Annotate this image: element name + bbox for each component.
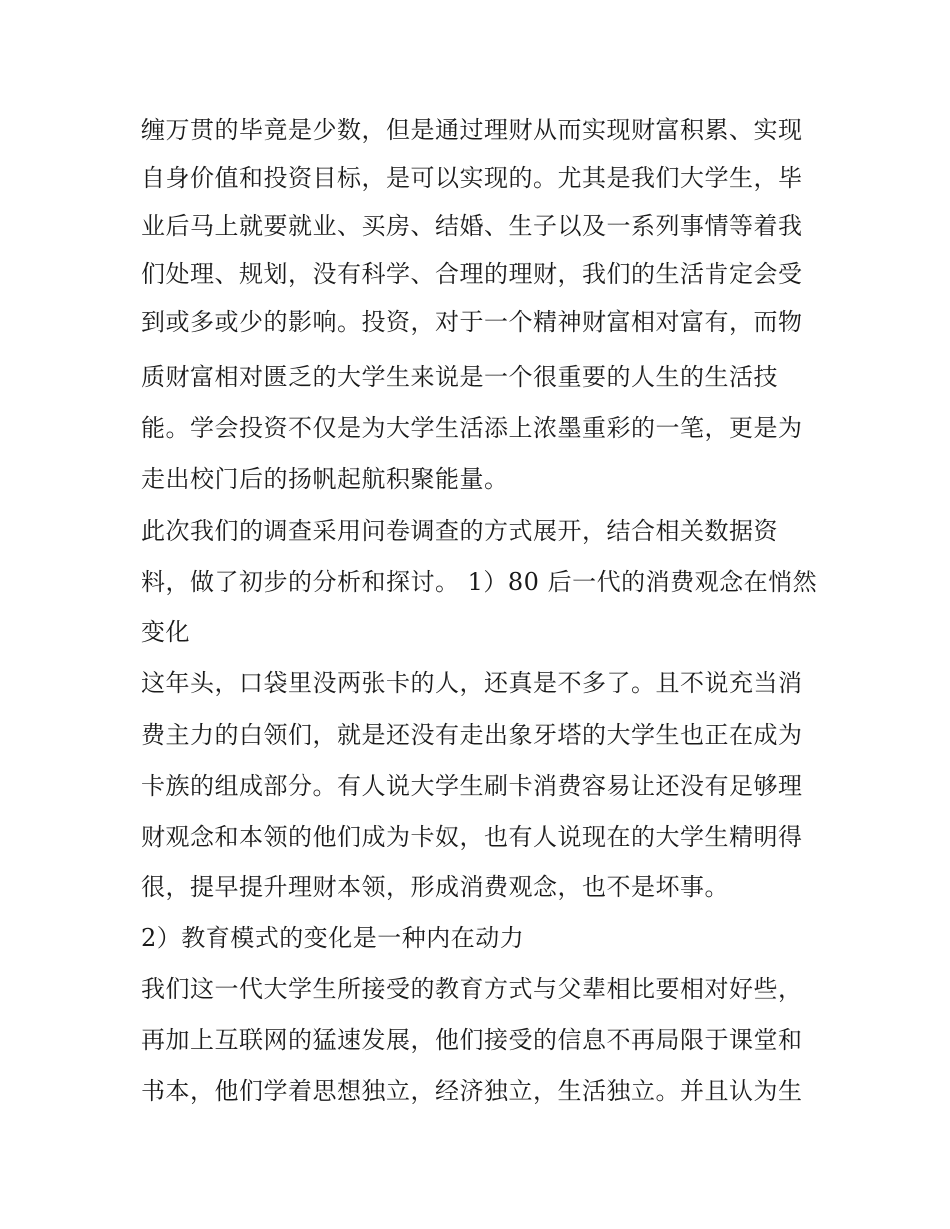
text-line: 质财富相对匮乏的大学生来说是一个很重要的人生的生活技: [141, 363, 778, 391]
text-line: 们处理、规划，没有科学、合理的理财，我们的生活肯定会受: [141, 260, 803, 288]
text-line: 到或多或少的影响。投资，对于一个精神财富相对富有，而物: [141, 308, 803, 336]
text-line: 再加上互联网的猛速发展，他们接受的信息不再局限于课堂和: [141, 1026, 803, 1054]
text-line: 财观念和本领的他们成为卡奴，也有人说现在的大学生精明得: [141, 823, 803, 851]
text-line: 变化: [141, 618, 190, 646]
text-line: 能。学会投资不仅是为大学生活添上浓墨重彩的一笔，更是为: [141, 414, 803, 442]
text-line: 卡族的组成部分。有人说大学生刷卡消费容易让还没有足够理: [141, 772, 803, 800]
text-line: 料，做了初步的分析和探讨。 1）80 后一代的消费观念在悄然: [141, 568, 818, 596]
text-line: 业后马上就要就业、买房、结婚、生子以及一系列事情等着我: [141, 212, 803, 240]
text-line: 自身价值和投资目标，是可以实现的。尤其是我们大学生，毕: [141, 164, 803, 192]
text-line: 我们这一代大学生所接受的教育方式与父辈相比要相对好些，: [141, 975, 803, 1003]
text-line: 缠万贯的毕竟是少数，但是通过理财从而实现财富积累、实现: [141, 116, 803, 144]
text-line: 这年头，口袋里没两张卡的人，还真是不多了。且不说充当消: [141, 669, 803, 697]
text-line: 此次我们的调查采用问卷调查的方式展开，结合相关数据资: [141, 517, 778, 545]
text-line: 书本，他们学着思想独立，经济独立，生活独立。并且认为生: [141, 1077, 803, 1105]
text-line: 走出校门后的扬帆起航积聚能量。: [141, 465, 509, 493]
text-line: 费主力的白领们，就是还没有走出象牙塔的大学生也正在成为: [141, 721, 803, 749]
text-line: 很，提早提升理财本领，形成消费观念，也不是坏事。: [141, 873, 729, 901]
text-line: 2）教育模式的变化是一种内在动力: [141, 924, 525, 952]
